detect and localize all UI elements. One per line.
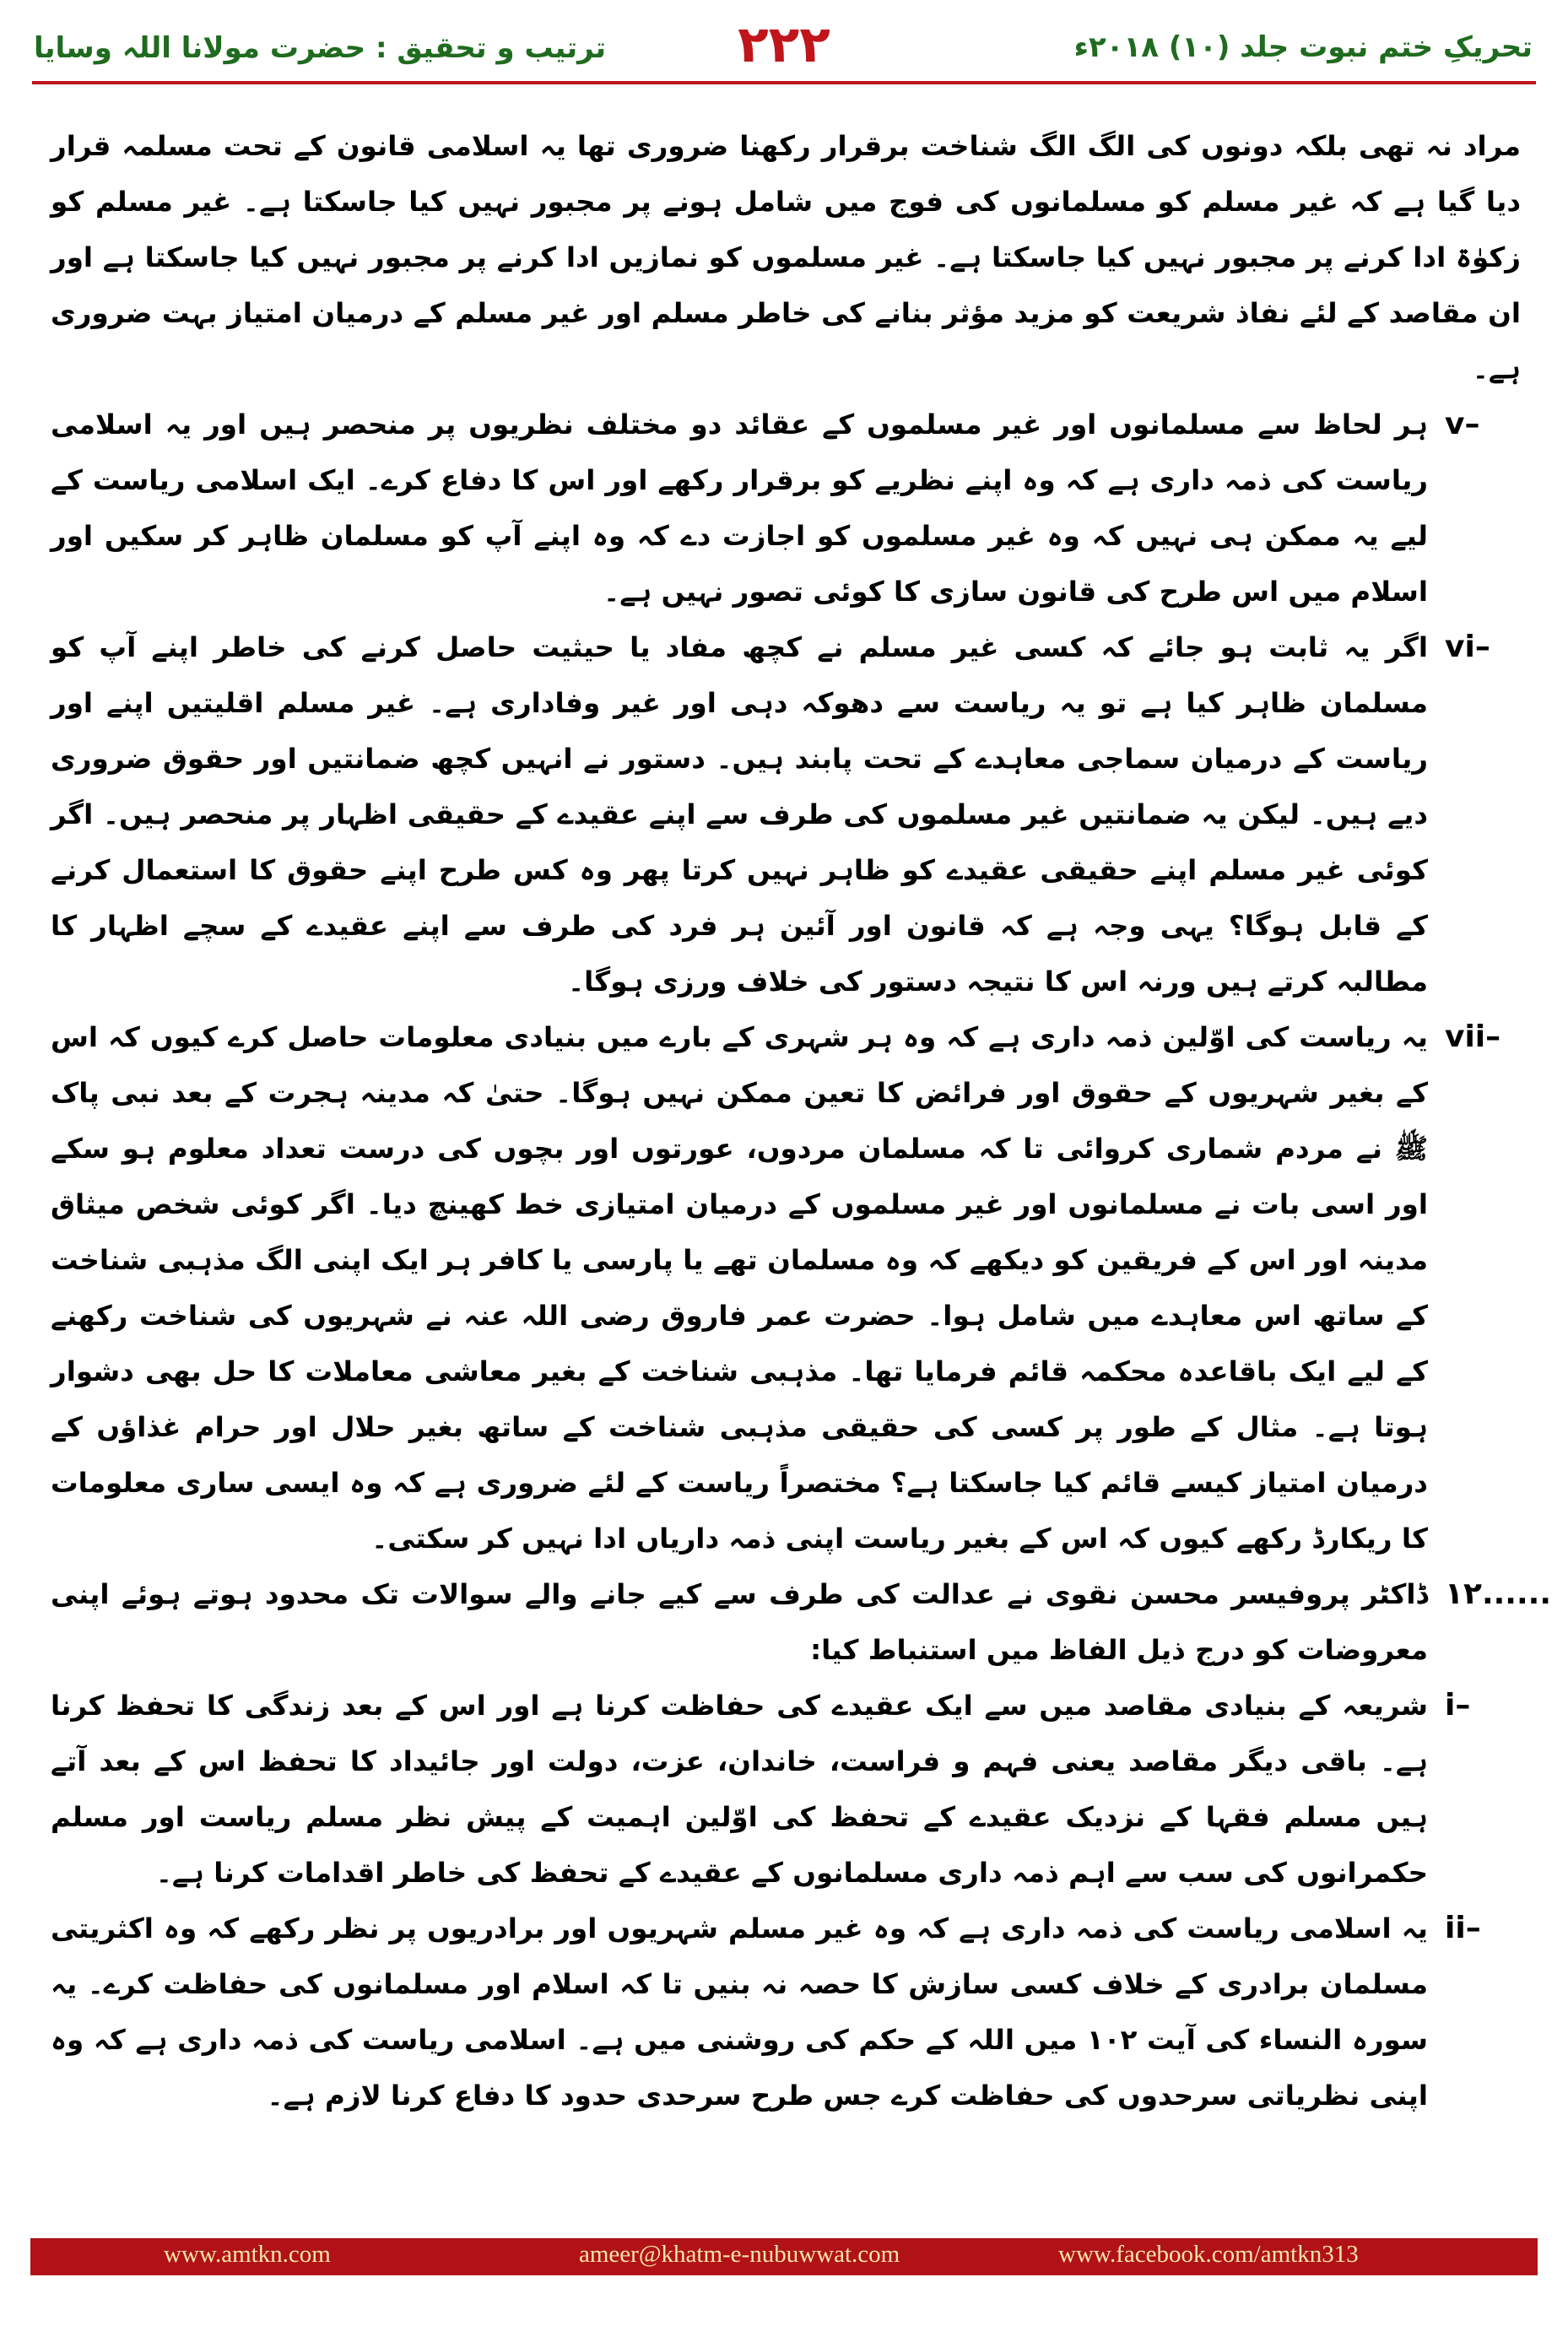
numbered-item-12	[51, 1566, 1551, 1678]
journal-title: تحریکِ ختم نبوت جلد (۱۰) ۲۰۱۸ء	[1073, 30, 1533, 64]
list-item-v	[51, 397, 1521, 619]
header-divider	[32, 81, 1536, 84]
page-footer	[30, 2238, 1538, 2275]
paragraph-continuation	[51, 118, 1521, 397]
paragraph-text: اگر یہ ثابت ہو جائے کہ کسی غیر مسلم نے کچھ مفاد یا حیثیت حاصل کرنے کی خاطر اپنے آپ کو مسلمان ظاہر کیا ہے تو یہ ریاست سے دھوکہ دہی اور غیر وفاداری ہے۔ غیر مسلم اقلیتیں اپنے اور ریاست کے درمیان سماجی معاہدے کے تحت پابند ہیں۔ دستور نے انہیں کچھ ضمانتیں اور حقوق ضروری دیے ہیں۔ لیکن یہ ضمانتیں غیر مسلموں کی طرف سے اپنے عقیدے کے حقیقی اظہار پر منحصر ہیں۔ اگر کوئی غیر مسلم اپنے حقیقی عقیدے کو ظاہر نہیں کرتا پھر وہ کس طرح اپنے حقوق کا استعمال کرنے کے قابل ہوگا؟ یہی وجہ ہے کہ قانون اور آئین ہر فرد کی طرف سے اپنے عقیدے کے سچے اظہار کا مطالبہ کرتے ہیں ورنہ اس کا نتیجہ دستور کی خلاف ورزی ہوگا۔	[51, 631, 1428, 998]
page-number: ۲۲۲	[738, 15, 830, 74]
facebook-link[interactable]: www.facebook.com/amtkn313	[1058, 2241, 1359, 2268]
list-item-ii	[51, 1901, 1521, 2123]
list-item-vi	[51, 619, 1521, 1009]
list-marker: vi–	[1445, 630, 1490, 664]
email-link[interactable]: ameer@khatm-e-nubuwwat.com	[579, 2241, 900, 2268]
list-marker: ۱۲......	[1445, 1577, 1551, 1611]
paragraph-text: شریعہ کے بنیادی مقاصد میں سے ایک عقیدے کی حفاظت کرنا ہے اور اس کے بعد زندگی کا تحفظ کرنا ہے۔ باقی دیگر مقاصد یعنی فہم و فراست، خاندان، عزت، دولت اور جائیداد کا تحفظ اس کے بعد آتے ہیں مسلم فقہا کے نزدیک عقیدے کے تحفظ کی اوّلین اہمیت کے پیش نظر مسلم ریاست اور مسلم حکمرانوں کی سب سے اہم ذمہ داری مسلمانوں کے عقیدے کے تحفظ کی خاطر اقدامات کرنا ہے۔	[51, 1690, 1428, 1889]
compiler-credit: ترتیب و تحقیق : حضرت مولانا اللہ وسایا	[34, 31, 607, 65]
document-body	[51, 118, 1551, 2123]
list-marker: vii–	[1445, 1020, 1501, 1054]
page-header	[0, 0, 1568, 84]
list-item-i	[51, 1678, 1521, 1901]
paragraph-text: ڈاکٹر پروفیسر محسن نقوی نے عدالت کی طرف سے کیے جانے والے سوالات تک محدود ہوتے ہوئے اپنی معروضات کو درج ذیل الفاظ میں استنباط کیا:	[51, 1578, 1428, 1666]
list-marker: ii–	[1445, 1911, 1481, 1945]
paragraph-text: ہر لحاظ سے مسلمانوں اور غیر مسلموں کے عقائد دو مختلف نظریوں پر منحصر ہیں اور یہ اسلامی ریاست کی ذمہ داری ہے کہ وہ اپنے نظریے کو برقرار رکھے اور اس کا دفاع کرے۔ ایک اسلامی ریاست کے لیے یہ ممکن ہی نہیں کہ وہ غیر مسلموں کو اجازت دے کہ وہ اپنے آپ کو مسلمان ظاہر کر سکیں اور اسلام میں اس طرح کی قانون سازی کا کوئی تصور نہیں ہے۔	[51, 408, 1428, 608]
paragraph-text: مراد نہ تھی بلکہ دونوں کی الگ الگ شناخت برقرار رکھنا ضروری تھا یہ اسلامی قانون کے تحت مسلمہ قرار دیا گیا ہے کہ غیر مسلم کو مسلمانوں کی فوج میں شامل ہونے پر مجبور نہیں کیا جاسکتا ہے۔ غیر مسلم کو زکوٰۃ ادا کرنے پر مجبور نہیں کیا جاسکتا ہے۔ غیر مسلموں کو نمازیں ادا کرنے پر مجبور نہیں کیا جاسکتا ہے اور ان مقاصد کے لئے نفاذ شریعت کو مزید مؤثر بنانے کی خاطر مسلم اور غیر مسلم کے درمیان امتیاز بہت ضروری ہے۔	[51, 130, 1521, 385]
list-marker: i–	[1445, 1688, 1471, 1723]
list-marker: v–	[1445, 407, 1480, 441]
paragraph-text: یہ ریاست کی اوّلین ذمہ داری ہے کہ وہ ہر شہری کے بارے میں بنیادی معلومات حاصل کرے کیوں کہ اس کے بغیر شہریوں کے حقوق اور فرائض کا تعین ممکن نہیں ہوگا۔ حتیٰ کہ مدینہ ہجرت کے بعد نبی پاک ﷺ نے مردم شماری کروائی تا کہ مسلمان مردوں، عورتوں اور بچوں کی درست تعداد معلوم ہو سکے اور اسی بات نے مسلمانوں اور غیر مسلموں کے درمیان امتیازی خط کھینچ دیا۔ اگر کوئی شخص میثاق مدینہ اور اس کے فریقین کو دیکھے کہ وہ مسلمان تھے یا پارسی یا کافر ہر ایک اپنی الگ مذہبی شناخت کے ساتھ اس معاہدے میں شامل ہوا۔ حضرت عمر فاروق رضی اللہ عنہ نے شہریوں کی شناخت رکھنے کے لیے ایک باقاعدہ محکمہ قائم فرمایا تھا۔ مذہبی شناخت کے بغیر معاشی معاملات کا حل بھی دشوار ہوتا ہے۔ مثال کے طور پر کسی کی حقیقی مذہبی شناخت کے ساتھ بغیر حلال اور حرام غذاؤں کے درمیان امتیاز کیسے قائم کیا جاسکتا ہے؟ مختصراً ریاست کے لئے ضروری ہے کہ وہ ایسی ساری معلومات کا ریکارڈ رکھے کیوں کہ اس کے بغیر ریاست اپنی ذمہ داریاں ادا نہیں کر سکتی۔	[51, 1021, 1428, 1555]
website-link[interactable]: www.amtkn.com	[164, 2241, 331, 2268]
paragraph-text: یہ اسلامی ریاست کی ذمہ داری ہے کہ وہ غیر مسلم شہریوں اور برادریوں پر نظر رکھے کہ وہ اکثریتی مسلمان برادری کے خلاف کسی سازش کا حصہ نہ بنیں تا کہ اسلام اور مسلمانوں کی حفاظت کرے۔ یہ سورہ النساء کی آیت ۱۰۲ میں اللہ کے حکم کی روشنی میں ہے۔ اسلامی ریاست کی ذمہ داری ہے کہ وہ اپنی نظریاتی سرحدوں کی حفاظت کرے جس طرح سرحدی حدود کا دفاع کرنا لازم ہے۔	[51, 1912, 1428, 2112]
list-item-vii	[51, 1009, 1521, 1566]
